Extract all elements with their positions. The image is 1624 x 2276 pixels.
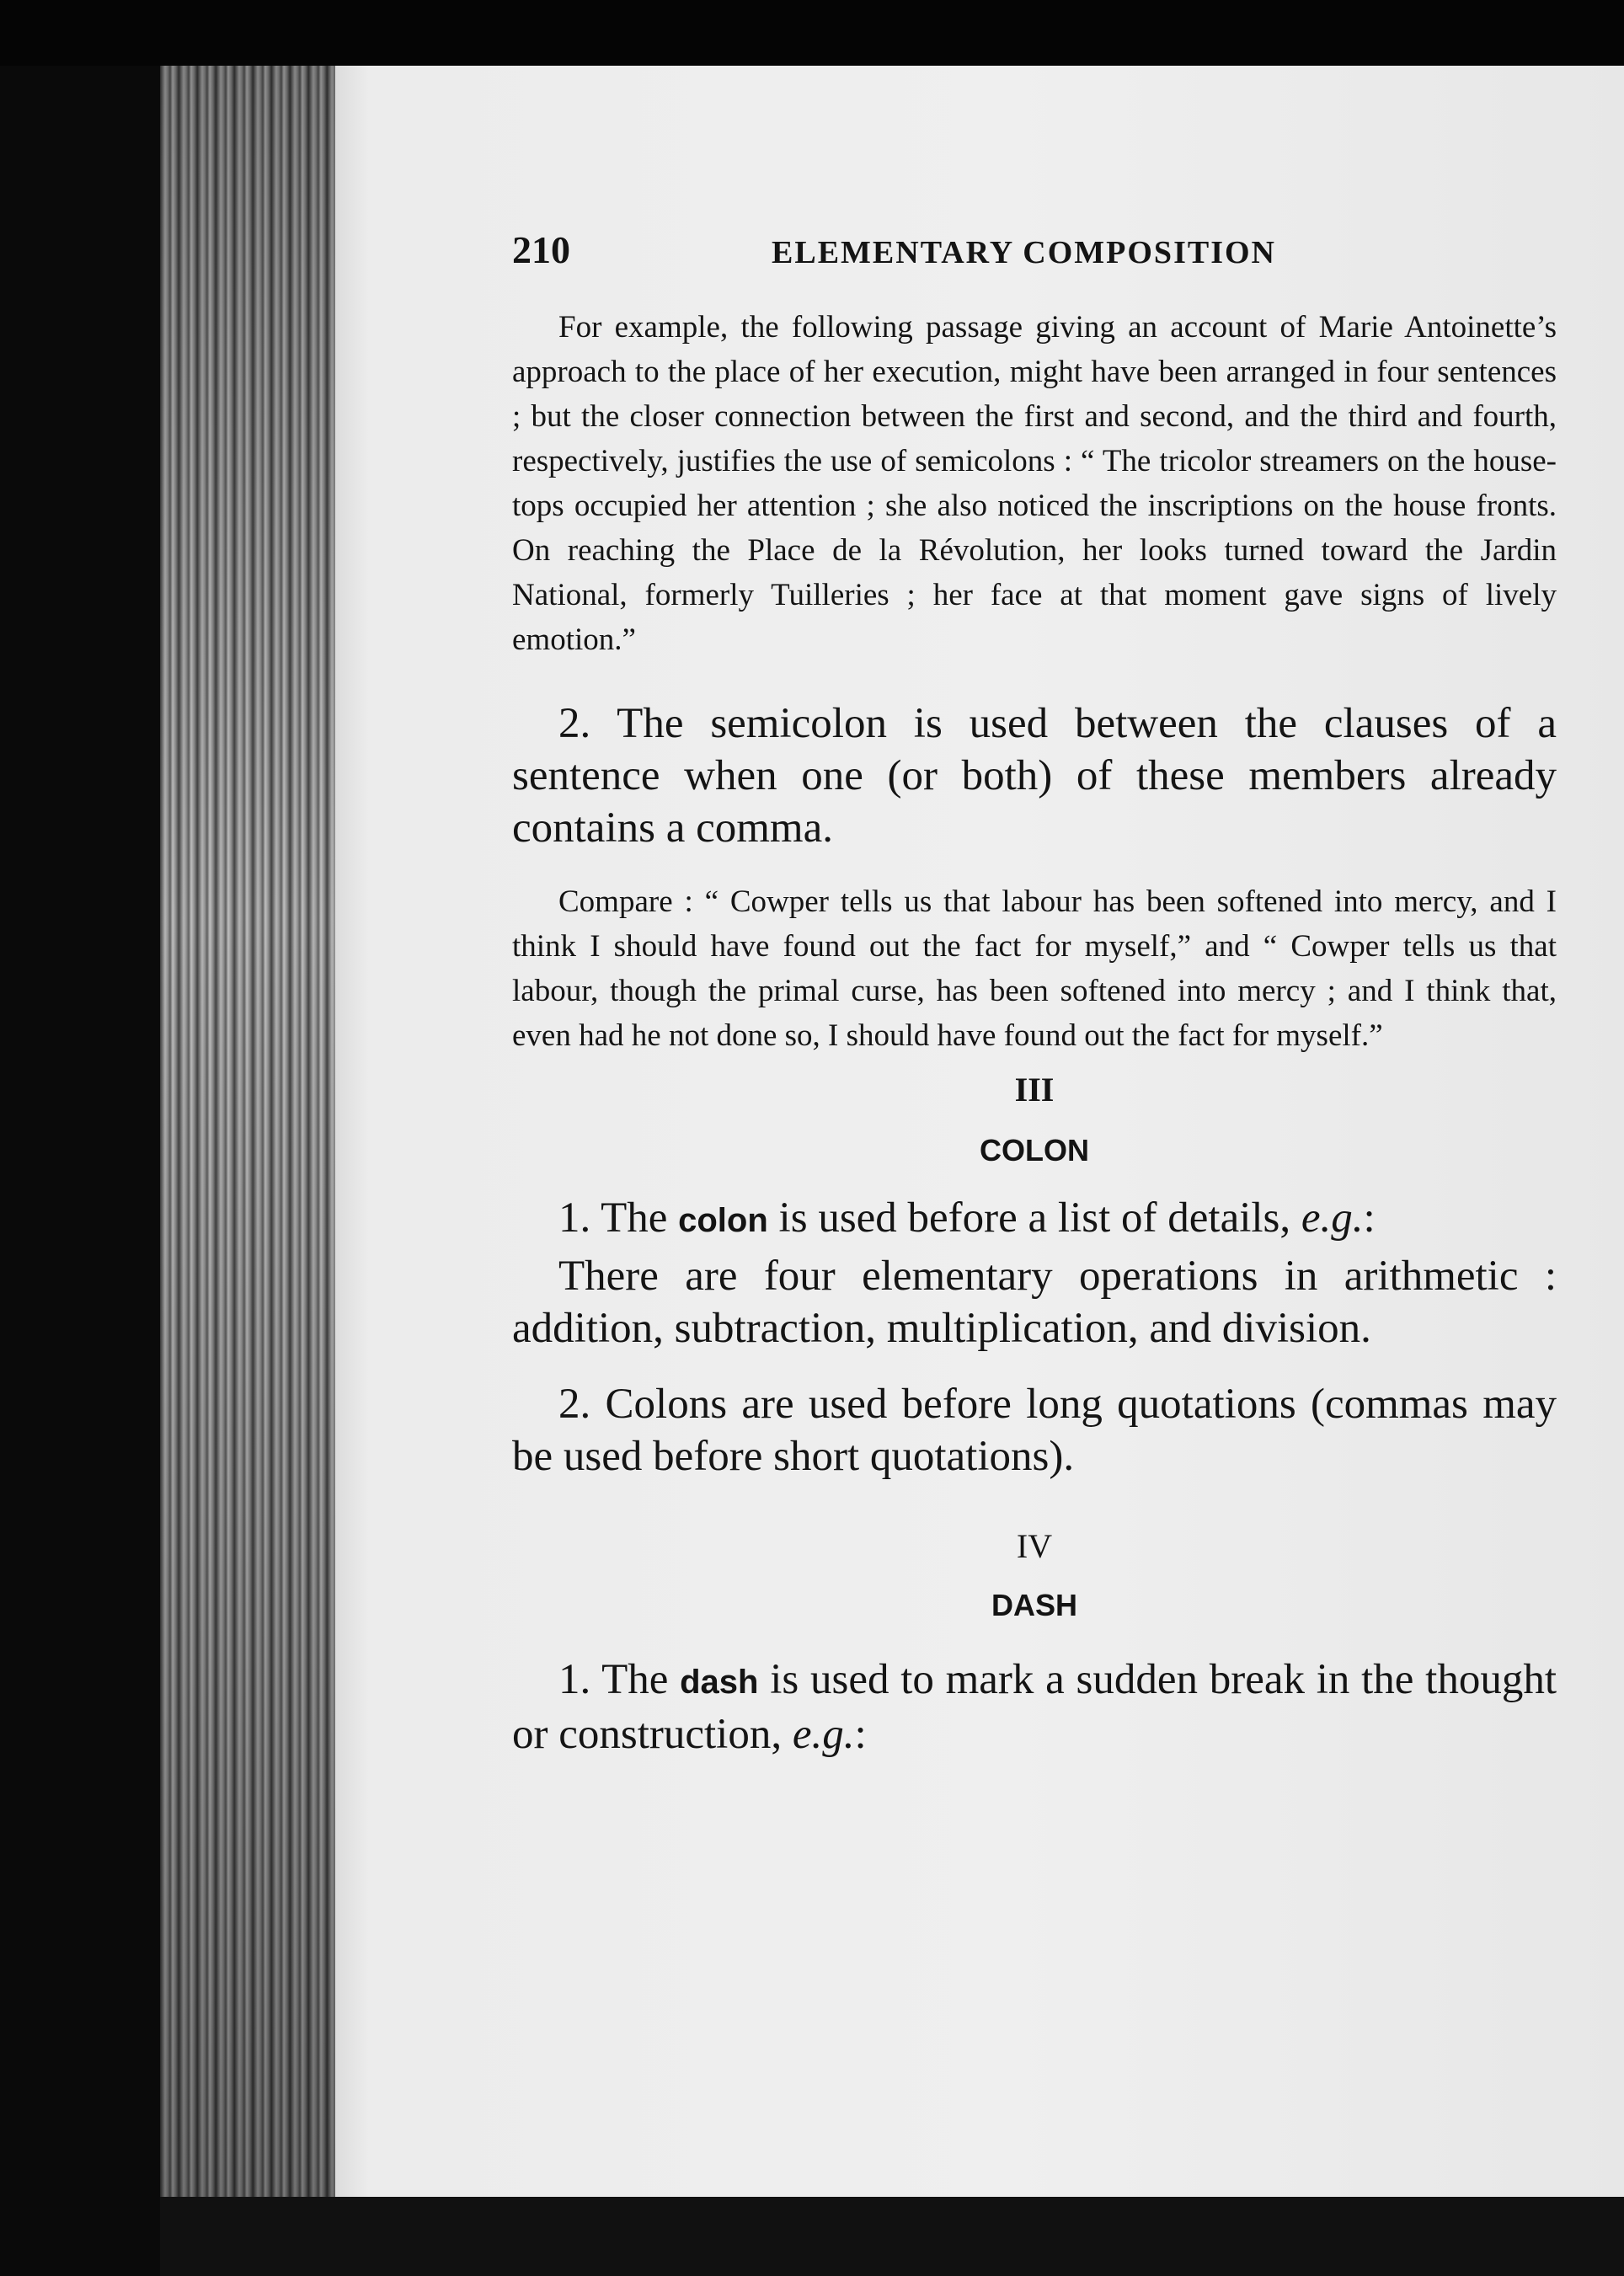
top-dark-band bbox=[0, 0, 1624, 66]
compare-paragraph: Compare : “ Cowper tells us that labour has been softened into mercy, and I think I should have found out the fact for myself,” and “ Cowper tells us that labour, though the primal curse, has been softened into mercy ; and I think that, even had he not done so, I should have found out the fact for myself.” bbox=[512, 884, 1557, 1053]
colon-rule-1-prefix: 1. The bbox=[558, 1194, 668, 1242]
running-title: ELEMENTARY COMPOSITION bbox=[772, 235, 1276, 270]
colon-rule-2: 2. Colons are used before long quotations (commas may be used before short quotations). bbox=[512, 1381, 1557, 1480]
dash-term: dash bbox=[680, 1664, 759, 1701]
left-dark-margin bbox=[0, 66, 160, 2276]
running-head bbox=[512, 227, 1557, 278]
page-number: 210 bbox=[512, 228, 570, 271]
dash-rule-1-suffix: : bbox=[854, 1711, 867, 1758]
dash-rule-1-eg: e.g. bbox=[792, 1711, 855, 1758]
page-edge-leaves bbox=[160, 66, 337, 2197]
example-paragraph: For example, the following passage giving an account of Marie Antoinette’s approach to the place of her execution, might have been arranged in four sentences ; but the closer connection between the first and second, and the third and fourth, respectively, justifies the use of semicolons : “ The tricolor streamers on the house-tops occupied her attention ; she also noticed the inscriptions on the house fronts. On reaching the Place de la Révolution, her looks turned toward the Jardin National, formerly Tuilleries ; her face at that moment gave signs of lively emotion.” bbox=[512, 310, 1557, 657]
dash-rule-1-prefix: 1. The bbox=[558, 1656, 669, 1703]
bottom-dark-band bbox=[160, 2197, 1624, 2276]
colon-rule-1-mid: is used before a list of details, bbox=[778, 1194, 1291, 1242]
colon-example: There are four elementary operations in arithmetic : addition, subtraction, multiplication, and division. bbox=[512, 1253, 1557, 1352]
semicolon-rule-2: 2. The semicolon is used between the clauses of a sentence when one (or both) of these members already contains a comma. bbox=[512, 700, 1557, 852]
page-content bbox=[512, 227, 1557, 1760]
section-numeral-iv: IV bbox=[1016, 1527, 1053, 1565]
colon-rule-1-eg: e.g. bbox=[1301, 1194, 1364, 1242]
section-heading-dash: DASH bbox=[991, 1588, 1077, 1622]
section-heading-colon: COLON bbox=[980, 1133, 1089, 1167]
dash-rule-1 bbox=[512, 1654, 1557, 1760]
colon-rule-1 bbox=[512, 1192, 1557, 1247]
colon-term: colon bbox=[678, 1202, 768, 1239]
colon-rule-1-suffix: : bbox=[1363, 1194, 1376, 1242]
dash-rule-1-mid: is used to mark a sudden break in the thought or construction, bbox=[512, 1656, 1557, 1758]
section-numeral-iii: III bbox=[1014, 1071, 1055, 1109]
